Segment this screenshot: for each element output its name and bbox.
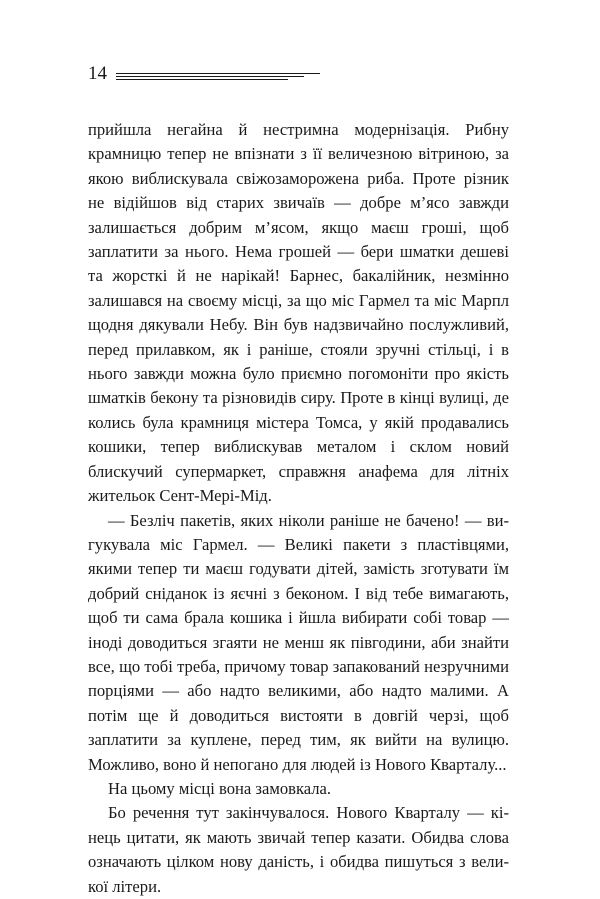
body-text — [88, 118, 509, 899]
page-header — [88, 62, 328, 86]
header-rule — [116, 73, 320, 74]
paragraph-3: На цьому місці вона замовкала. — [108, 778, 332, 798]
page-number: 14 — [88, 63, 107, 84]
paragraph-2: — Безліч пакетів, яких ніколи раніше не бачено! — вигукувала міс Гармел. — Великі пакети з пластівцями, якими тепер ти маєш годувати дітей, замість зготувати їм добрий сніданок із яєчні з беконом. І від тебе вимагають, щоб ти сама брала кошика і йшла вибирати собі товар — іноді доводиться згаяти не менш як півгодини, аби знайти все, що тобі треба, причому товар запакований незручними порціями — або надто великими, або надто малими. А потім ще й доводиться вистояти в довгій черзі, щоб заплатити за куплене, перед тим, як вийти на вулицю. Можливо, воно й непогано для людей із Нового Кварталу... — [88, 510, 509, 774]
header-rule — [116, 79, 288, 80]
paragraph-1: прийшла негайна й нестримна модернізація. Рибну крамницю тепер не впізнати з її величезною вітриною, за якою виблискувала свіжозаморожена риба. Проте різник не відійшов від старих звичаїв — добре м’ясо завжди залишається добрим м’ясом, якщо маєш гроші, щоб заплатити за нього. Нема грошей — бери шматки дешеві та жорсткі й не нарікай! Барнес, бакалійник, незмінно залишався на своєму місці, за що міс Гармел та міс Марпл щодня дякували Небу. Він був надзвичайно послужливий, перед прилавком, як і раніше, стояли зручні стільці, і в нього завжди можна було приємно погомоніти про якість шматків бекону та різновидів сиру. Проте в кінці вулиці, де колись була крамниця містера Томса, у якій продавались кошики, тепер виблискував металом і склом новий блискучий супермаркет, справжня анафема для літніх жительок Сент-Мері-Мід. — [88, 120, 509, 506]
header-rule — [116, 76, 304, 77]
paragraph-4: Бо речення тут закінчувалося. Нового Кварталу — кінець цитати, як мають звичай тепер казати. Обидва слова означають цілком нову даність, і обидва пишуться з великої літери. — [88, 803, 509, 896]
